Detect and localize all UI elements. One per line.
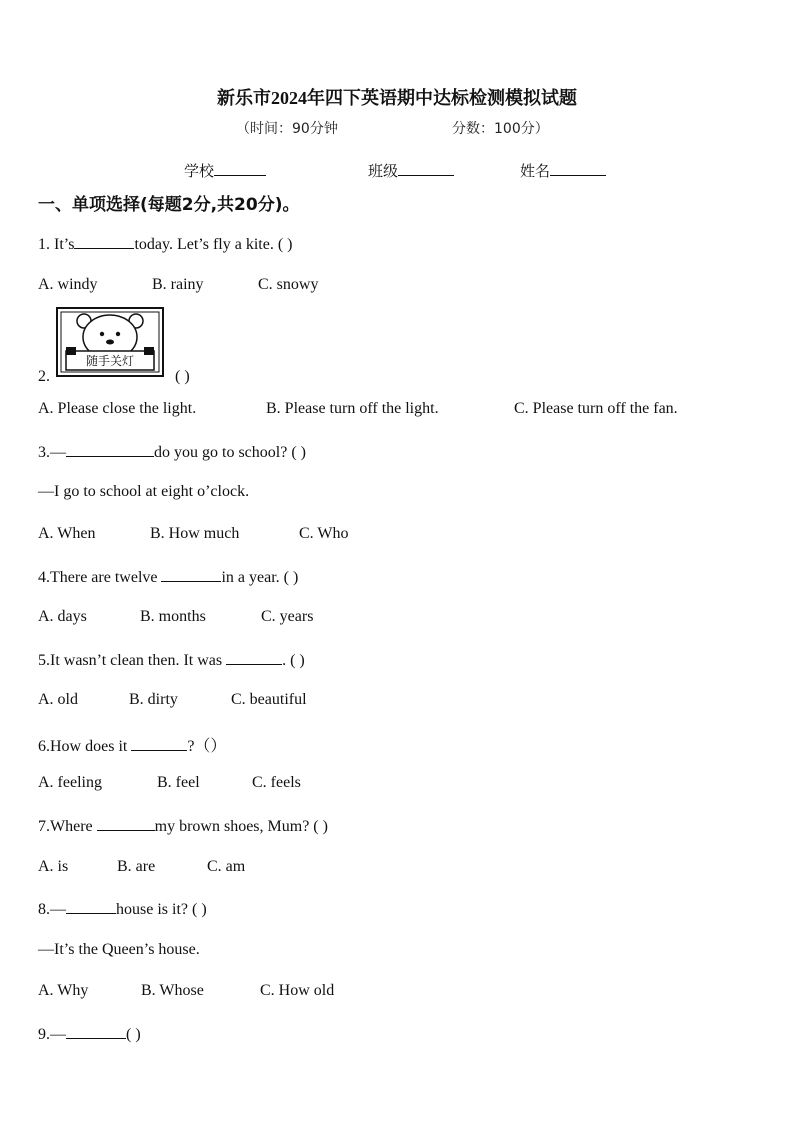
question-5 [38, 650, 305, 670]
class-label: 班级 [368, 162, 399, 180]
q9-stem-start: 9.— [38, 1026, 66, 1043]
q6-options [38, 774, 301, 792]
q2-option-c[interactable]: C. Please turn off the fan. [514, 400, 678, 417]
q1-options [38, 276, 318, 294]
exam-time: （时间：90分钟 [236, 121, 338, 137]
q4-option-a[interactable]: A. days [38, 608, 87, 625]
q8-dialogue-answer: —It’s the Queen’s house. [38, 941, 200, 958]
question-9 [38, 1024, 141, 1044]
q8-option-a[interactable]: A. Why [38, 982, 89, 999]
q1-option-b[interactable]: B. rainy [152, 276, 204, 293]
question-6 [38, 733, 226, 756]
q9-stem-end: ( ) [126, 1026, 141, 1043]
q6-blank[interactable] [131, 736, 187, 751]
q2-answer-paren[interactable]: ( ) [175, 368, 190, 385]
q9-blank[interactable] [66, 1024, 126, 1039]
q5-blank[interactable] [226, 650, 282, 665]
page-title: 新乐市2024年四下英语期中达标检测模拟试题 [217, 88, 577, 108]
q7-stem-end: my brown shoes, Mum? ( ) [154, 818, 328, 835]
q7-options [38, 858, 245, 876]
q8-stem-start: 8.— [38, 901, 66, 918]
q7-option-c[interactable]: C. am [207, 858, 246, 875]
exam-score: 分数：100分） [452, 121, 549, 137]
q5-option-b[interactable]: B. dirty [129, 691, 178, 708]
q8-blank[interactable] [66, 899, 116, 914]
q7-option-a[interactable]: A. is [38, 858, 69, 875]
q2-options [38, 400, 678, 418]
q1-blank[interactable] [74, 234, 134, 249]
q8-option-b[interactable]: B. Whose [141, 982, 204, 999]
q1-option-a[interactable]: A. windy [38, 276, 98, 293]
q5-stem-end: . ( ) [282, 652, 305, 669]
q1-option-c[interactable]: C. snowy [258, 276, 319, 293]
q3-option-c[interactable]: C. Who [299, 525, 349, 542]
q8-options [38, 982, 334, 1000]
school-field[interactable] [184, 160, 266, 181]
q5-option-a[interactable]: A. old [38, 691, 78, 708]
turn-off-light-sign-image [56, 307, 164, 377]
q1-stem-end: today. Let’s fly a kite. ( ) [134, 236, 293, 253]
question-4 [38, 567, 298, 587]
name-field[interactable] [520, 160, 606, 181]
question-7 [38, 816, 328, 836]
q1-stem-start: 1. It’s [38, 236, 75, 253]
q2-option-b[interactable]: B. Please turn off the light. [266, 400, 439, 417]
q2-option-a[interactable]: A. Please close the light. [38, 400, 197, 417]
q4-options [38, 608, 313, 626]
class-field[interactable] [368, 160, 454, 181]
section-heading: 一、单项选择(每题2分,共20分)。 [38, 195, 300, 215]
q7-blank[interactable] [97, 816, 155, 831]
q4-blank[interactable] [161, 567, 221, 582]
q7-stem-start: 7.Where [38, 818, 93, 835]
sign-text: 随手关灯 [85, 354, 135, 368]
q8-stem-end: house is it? ( ) [116, 901, 207, 918]
q6-option-a[interactable]: A. feeling [38, 774, 102, 791]
q3-stem-end: do you go to school? ( ) [154, 444, 306, 461]
q6-option-b[interactable]: B. feel [157, 774, 200, 791]
q8-option-c[interactable]: C. How old [260, 982, 335, 999]
q5-option-c[interactable]: C. beautiful [231, 691, 307, 708]
q4-option-c[interactable]: C. years [261, 608, 314, 625]
q4-stem-end: in a year. ( ) [221, 569, 299, 586]
question-3 [38, 442, 306, 462]
q6-stem-start: 6.How does it [38, 738, 128, 755]
question-8 [38, 899, 207, 919]
q7-option-b[interactable]: B. are [117, 858, 156, 875]
q3-blank[interactable] [66, 442, 154, 457]
question-2-number: 2. [38, 368, 50, 385]
q3-option-b[interactable]: B. How much [150, 525, 240, 542]
q5-stem-start: 5.It wasn’t clean then. It was [38, 652, 223, 669]
school-blank[interactable] [214, 161, 266, 176]
q4-option-b[interactable]: B. months [140, 608, 206, 625]
q6-stem-end: ?（） [187, 738, 227, 755]
q4-stem-start: 4.There are twelve [38, 569, 158, 586]
question-1 [38, 234, 292, 254]
name-blank[interactable] [550, 161, 606, 176]
q6-option-c[interactable]: C. feels [252, 774, 301, 791]
q3-stem-start: 3.— [38, 444, 66, 461]
q3-option-a[interactable]: A. When [38, 525, 96, 542]
name-label: 姓名 [520, 162, 551, 180]
q3-dialogue-answer: —I go to school at eight o’clock. [38, 483, 250, 500]
school-label: 学校 [184, 162, 215, 180]
q3-options [38, 525, 348, 543]
q5-options [38, 691, 307, 709]
class-blank[interactable] [398, 161, 454, 176]
